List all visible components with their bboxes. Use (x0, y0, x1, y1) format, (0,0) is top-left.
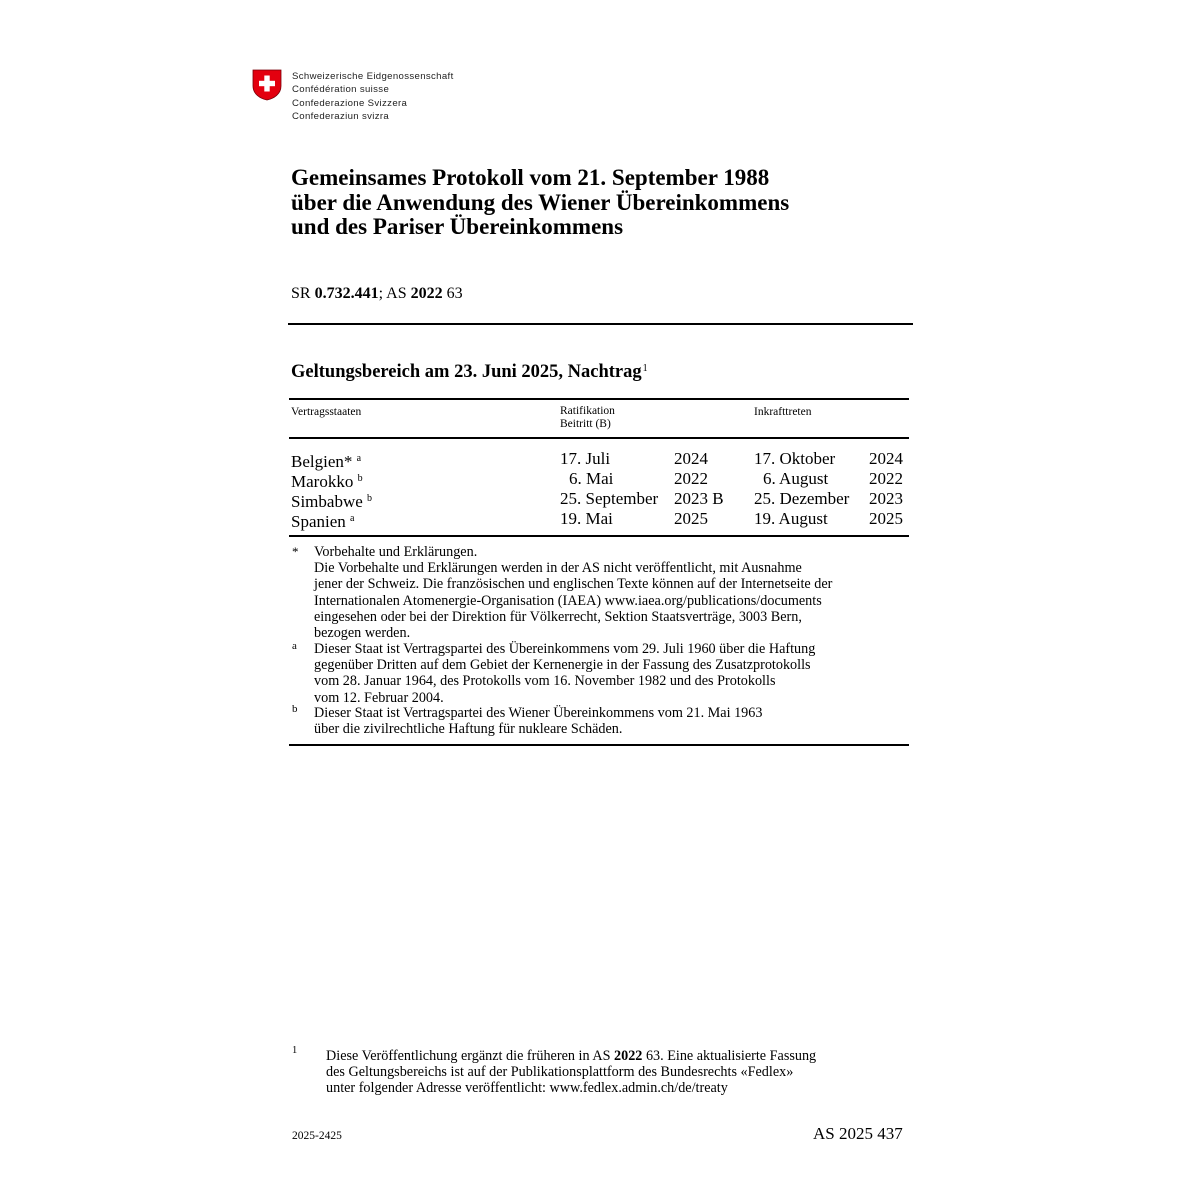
table-top-rule (289, 398, 909, 400)
as-year: 2022 (410, 285, 443, 302)
entry-year: 2023 (869, 489, 903, 508)
agency-name-rm: Confederaziun svizra (292, 111, 390, 123)
title-line-1: Gemeinsames Protokoll vom 21. September 1988 (291, 165, 770, 190)
title-line-2: über die Anwendung des Wiener Übereinkommens (291, 189, 790, 215)
note-line: jener der Schweiz. Die französischen und englischen Texte können auf der Internetseite der (314, 576, 833, 593)
footnote-1-text (326, 1048, 906, 1097)
note-line: vom 12. Februar 2004. (314, 689, 444, 706)
table-bottom-rule (289, 535, 909, 537)
note-line: gegenüber Dritten auf dem Gebiet der Kernenergie in der Fassung des Zusatzprotokolls (314, 657, 811, 674)
note-line: Vorbehalte und Erklärungen. (314, 544, 478, 560)
agency-name-block (292, 70, 454, 124)
as-prefix: ; AS (378, 285, 411, 302)
footnote-text: Diese Veröffentlichung ergänzt die früheren in AS (326, 1048, 615, 1064)
note-line: vom 28. Januar 1964, des Protokolls vom 16. November 1982 und des Protokolls (314, 673, 776, 690)
entry-date: 25. Dezember (754, 489, 850, 508)
footnote-ref-1[interactable]: 1 (642, 363, 648, 374)
column-header-ratification (560, 405, 615, 431)
note-line: Internationalen Atomenergie-Organisation (IAEA) www.iaea.org/publications/documents (314, 592, 822, 609)
swiss-coat-of-arms-icon (252, 69, 282, 101)
sr-prefix: SR (291, 285, 315, 302)
note-star-mark: * (292, 544, 299, 559)
entry-date: 17. Oktober (754, 449, 836, 468)
entry-date: 19. August (754, 509, 828, 528)
scope-subtitle-text: Geltungsbereich am 23. Juni 2025, Nachtrag (291, 362, 642, 382)
table-row (291, 489, 911, 509)
entry-year: 2022 (869, 469, 903, 488)
note-ref: a (350, 513, 355, 524)
footnote-text: 63. Eine aktualisierte Fassung (642, 1048, 817, 1064)
table-row (291, 449, 911, 469)
agency-name-de: Schweizerische Eidgenossenschaft (292, 71, 454, 82)
ratification-year: 2025 (674, 509, 708, 528)
entry-year: 2025 (869, 509, 903, 528)
scope-subtitle (291, 362, 648, 383)
column-header-ratification-line1: Ratifikation (560, 405, 615, 417)
ratification-date: 25. September (560, 489, 659, 508)
note-line: Dieser Staat ist Vertragspartei des Übereinkommens vom 29. Juli 1960 über die Haftung (314, 641, 816, 657)
table-row (291, 469, 911, 489)
note-line: Dieser Staat ist Vertragspartei des Wiener Übereinkommens vom 21. Mai 1963 (314, 705, 763, 721)
section-divider (288, 323, 913, 325)
footnote-line[interactable]: unter folgender Adresse veröffentlicht: www.fedlex.admin.ch/de/treaty (326, 1080, 728, 1097)
state-name: Spanien (291, 512, 346, 531)
note-line: Die Vorbehalte und Erklärungen werden in der AS nicht veröffentlicht, mit Ausnahme (314, 560, 802, 577)
table-row (291, 509, 911, 529)
title-line-3: und des Pariser Übereinkommens (291, 214, 624, 239)
footnote-line (326, 1048, 906, 1064)
sr-reference (291, 285, 463, 303)
footnote-year: 2022 (614, 1048, 643, 1064)
note-a-mark: a (292, 640, 297, 652)
ratification-date: 17. Juli (560, 449, 611, 468)
ratification-year: 2022 (674, 469, 708, 488)
column-header-ratification-line2: Beitritt (B) (560, 418, 611, 430)
as-page: 63 (442, 285, 463, 302)
note-star-text (314, 544, 832, 641)
note-ref: a (356, 453, 362, 464)
sr-number: 0.732.441 (314, 285, 379, 302)
note-b-mark: b (292, 703, 298, 715)
table-header-rule (289, 437, 909, 439)
document-title (291, 166, 789, 240)
note-b-text (314, 705, 762, 737)
ratification-year: 2023 B (674, 489, 724, 508)
state-name: Simbabwe (291, 492, 363, 511)
state-name: Marokko (291, 472, 354, 491)
ratification-year: 2024 (674, 449, 708, 468)
agency-name-it: Confederazione Svizzera (292, 97, 408, 109)
note-line: über die zivilrechtliche Haftung für nukleare Schäden. (314, 721, 623, 738)
ratification-date: 19. Mai (560, 509, 613, 528)
entry-date: 6. August (763, 469, 829, 488)
page-number: AS 2025 437 (813, 1124, 903, 1143)
entry-year: 2024 (869, 449, 903, 468)
column-header-entry: Inkrafttreten (754, 406, 812, 418)
footnote-1-mark: 1 (292, 1045, 298, 1056)
note-a-text (314, 641, 815, 706)
note-line: bezogen werden. (314, 625, 411, 642)
state-name: Belgien* (291, 452, 353, 471)
agency-name-fr: Confédération suisse (292, 84, 390, 96)
state-cell (291, 509, 354, 532)
note-line: eingesehen oder bei der Direktion für Völkerrecht, Sektion Staatsverträge, 3003 Bern, (314, 608, 802, 625)
note-ref: b (367, 493, 373, 504)
publication-code: 2025-2425 (292, 1130, 342, 1142)
note-ref: b (357, 473, 363, 484)
footnote-line: des Geltungsbereichs ist auf der Publikationsplattform des Bundesrechts «Fedlex» (326, 1064, 794, 1081)
ratification-date: 6. Mai (569, 469, 614, 488)
column-header-states: Vertragsstaaten (291, 406, 362, 418)
notes-bottom-rule (289, 744, 909, 746)
